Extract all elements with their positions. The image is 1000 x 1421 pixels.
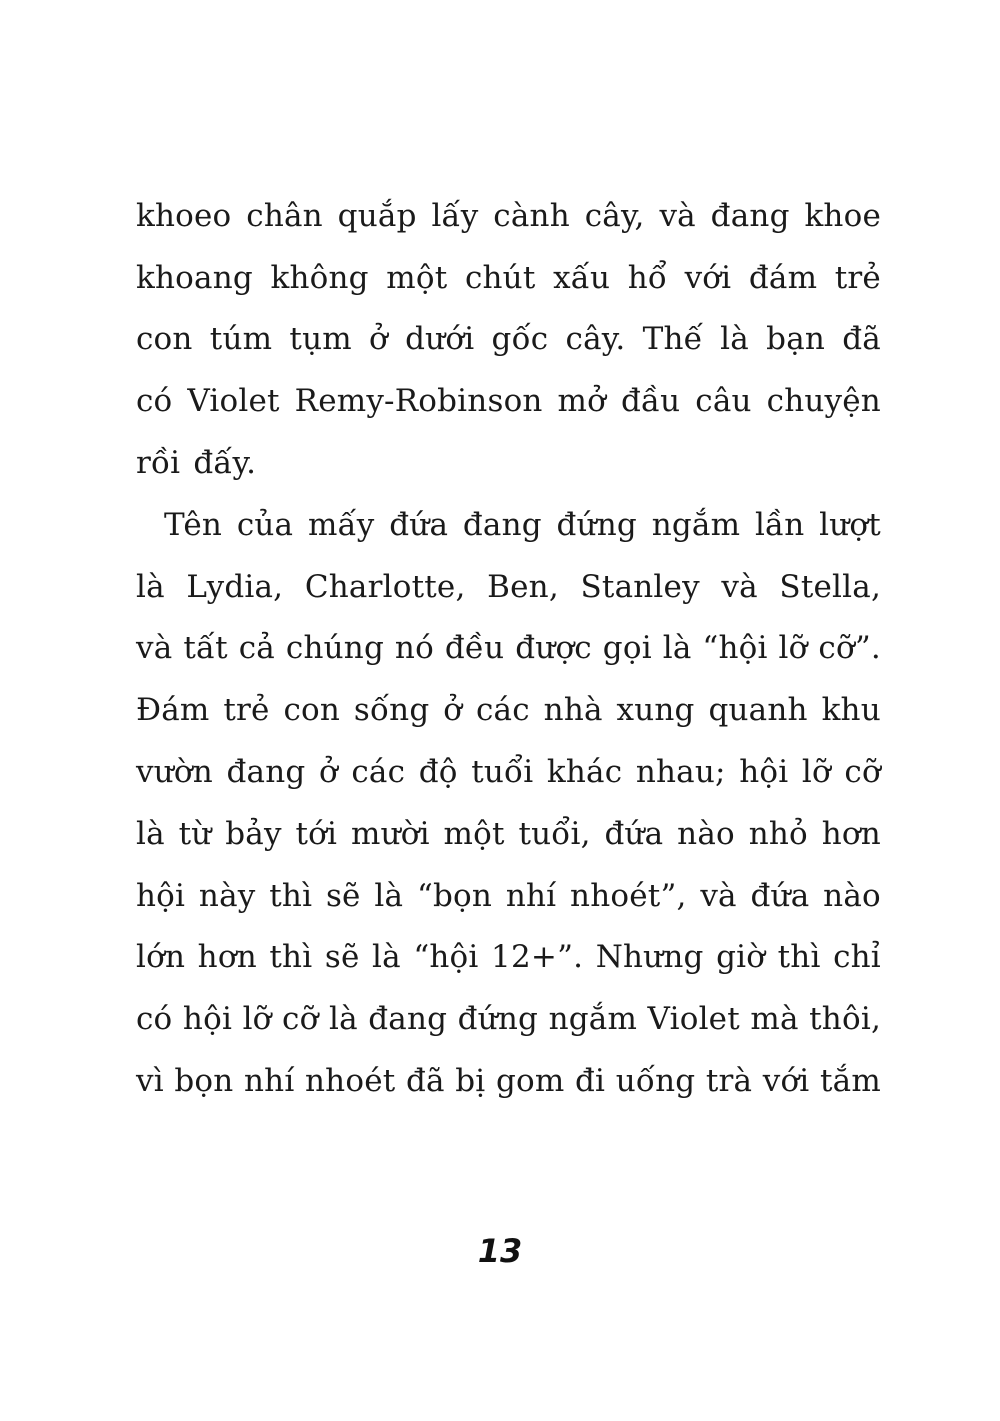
word: thì bbox=[269, 939, 313, 975]
word: hội bbox=[739, 754, 789, 790]
word: quanh bbox=[708, 692, 808, 728]
word: cỡ bbox=[844, 754, 881, 790]
word: uống bbox=[615, 1063, 696, 1099]
word: đứng bbox=[556, 507, 637, 543]
text-line bbox=[136, 557, 881, 617]
word: là bbox=[136, 816, 165, 852]
word: có bbox=[136, 1001, 173, 1037]
word: là bbox=[662, 630, 692, 666]
word: rồi bbox=[136, 445, 181, 481]
word: đầu bbox=[620, 383, 681, 419]
word: lỡ bbox=[242, 1001, 272, 1037]
word: và bbox=[136, 630, 173, 666]
word: là bbox=[720, 321, 749, 357]
word: khoeo bbox=[136, 198, 232, 234]
word: hổ bbox=[627, 260, 668, 296]
word: và bbox=[700, 878, 737, 914]
word: đang bbox=[710, 198, 790, 234]
word: ở bbox=[443, 692, 463, 728]
word: mấy bbox=[307, 507, 375, 543]
word: nhí bbox=[244, 1063, 295, 1099]
word: Remy-Robinson bbox=[294, 383, 543, 419]
word: đang bbox=[462, 507, 542, 543]
word: trà bbox=[705, 1063, 753, 1099]
word: đã bbox=[842, 321, 881, 357]
word: sẽ bbox=[324, 939, 360, 975]
text-line bbox=[136, 804, 881, 864]
word: mà bbox=[750, 1001, 799, 1037]
word: chút bbox=[464, 260, 536, 296]
word: khu bbox=[821, 692, 881, 728]
word: đám bbox=[748, 260, 818, 296]
word: lần bbox=[754, 507, 805, 543]
word: bọn bbox=[174, 1063, 234, 1099]
word: không bbox=[270, 260, 369, 296]
word: và bbox=[659, 198, 696, 234]
word: xấu bbox=[553, 260, 611, 296]
word: cây, bbox=[584, 198, 645, 234]
word: Violet bbox=[647, 1001, 740, 1037]
word: cây. bbox=[565, 321, 626, 357]
word: các bbox=[351, 754, 406, 790]
word: chuyện bbox=[766, 383, 881, 419]
word: là bbox=[372, 939, 401, 975]
word: “bọn bbox=[416, 878, 493, 914]
word: tất bbox=[183, 630, 228, 666]
word: mười bbox=[350, 816, 430, 852]
word: Stella, bbox=[779, 569, 881, 605]
word: gom bbox=[495, 1063, 565, 1099]
word: đấy. bbox=[193, 445, 257, 481]
word: bạn bbox=[766, 321, 826, 357]
word: một bbox=[443, 816, 505, 852]
word: bị bbox=[455, 1063, 486, 1099]
word: Stanley bbox=[580, 569, 700, 605]
word: Thế bbox=[642, 321, 703, 357]
word: bảy bbox=[225, 816, 282, 852]
text-line bbox=[136, 680, 881, 740]
word: nhoét bbox=[305, 1063, 396, 1099]
word: “hội bbox=[413, 939, 479, 975]
word: Lydia, bbox=[186, 569, 284, 605]
word: hội bbox=[136, 878, 186, 914]
word: là bbox=[374, 878, 404, 914]
word: đều bbox=[444, 630, 505, 666]
word: được bbox=[515, 630, 592, 666]
word: dưới bbox=[405, 321, 475, 357]
word: cành bbox=[493, 198, 570, 234]
word: con bbox=[136, 321, 193, 357]
word: thôi, bbox=[809, 1001, 881, 1037]
word: khoe bbox=[804, 198, 881, 234]
text-line bbox=[136, 1051, 881, 1111]
word: Violet bbox=[187, 383, 280, 419]
text-line bbox=[136, 309, 881, 369]
text-line bbox=[136, 186, 881, 246]
word: tuổi bbox=[471, 754, 534, 790]
word: đứng bbox=[457, 1001, 539, 1037]
word: sẽ bbox=[325, 878, 361, 914]
word: sống bbox=[353, 692, 430, 728]
word: đứa bbox=[604, 816, 664, 852]
word: khác bbox=[546, 754, 623, 790]
word: gọi bbox=[602, 630, 652, 666]
word: nó bbox=[394, 630, 434, 666]
word: đang bbox=[226, 754, 306, 790]
word: hơn bbox=[821, 816, 881, 852]
word: tụm bbox=[289, 321, 352, 357]
word: là bbox=[328, 1001, 358, 1037]
word: tới bbox=[295, 816, 338, 852]
word: cỡ”. bbox=[818, 630, 881, 666]
word: nhà bbox=[543, 692, 603, 728]
word: và bbox=[721, 569, 758, 605]
word: nhau; bbox=[635, 754, 726, 790]
word: độ bbox=[418, 754, 458, 790]
text-line bbox=[136, 371, 881, 431]
word: khoang bbox=[136, 260, 253, 296]
word: cả bbox=[238, 630, 275, 666]
word: vườn bbox=[136, 754, 213, 790]
word: túm bbox=[209, 321, 273, 357]
word: nhí bbox=[505, 878, 557, 914]
word: hội bbox=[182, 1001, 233, 1037]
word: ở bbox=[369, 321, 388, 357]
word: con bbox=[283, 692, 341, 728]
word: Đám bbox=[136, 692, 210, 728]
page-number: 13 bbox=[477, 1232, 523, 1270]
word: nhỏ bbox=[748, 816, 808, 852]
word: Ben, bbox=[487, 569, 559, 605]
text-line bbox=[136, 248, 881, 308]
word: nào bbox=[677, 816, 735, 852]
word: mở bbox=[557, 383, 606, 419]
word: trẻ bbox=[834, 260, 881, 296]
text-line bbox=[136, 742, 881, 802]
word: lỡ bbox=[778, 630, 808, 666]
word: là bbox=[136, 569, 165, 605]
word: tuổi, bbox=[518, 816, 591, 852]
word: lấy bbox=[431, 198, 479, 234]
word: quắp bbox=[337, 198, 417, 234]
text-line bbox=[136, 927, 881, 987]
word: đang bbox=[368, 1001, 448, 1037]
word: nhoét”, bbox=[570, 878, 687, 914]
word: vì bbox=[136, 1063, 164, 1099]
word: Nhưng bbox=[595, 939, 704, 975]
word: Charlotte, bbox=[304, 569, 466, 605]
text-line bbox=[136, 989, 881, 1049]
word: 12+”. bbox=[491, 939, 584, 975]
word: giờ bbox=[716, 939, 766, 975]
word: câu bbox=[695, 383, 752, 419]
word: lượt bbox=[819, 507, 881, 543]
word: đứa bbox=[389, 507, 449, 543]
word: chỉ bbox=[833, 939, 881, 975]
word: này bbox=[198, 878, 256, 914]
word: với bbox=[762, 1063, 810, 1099]
word: đã bbox=[405, 1063, 445, 1099]
word: ngắm bbox=[548, 1001, 638, 1037]
word: với bbox=[684, 260, 732, 296]
word: thì bbox=[269, 878, 313, 914]
word: nào bbox=[823, 878, 881, 914]
word: đi bbox=[575, 1063, 606, 1099]
word: một bbox=[386, 260, 448, 296]
word: có bbox=[136, 383, 173, 419]
word: chúng bbox=[285, 630, 384, 666]
word: các bbox=[476, 692, 530, 728]
word: gốc bbox=[491, 321, 549, 357]
word: từ bbox=[178, 816, 212, 852]
text-line bbox=[136, 495, 881, 555]
word: trẻ bbox=[223, 692, 270, 728]
word: tắm bbox=[819, 1063, 881, 1099]
word: lỡ bbox=[801, 754, 831, 790]
text-line bbox=[136, 618, 881, 678]
word: hơn bbox=[197, 939, 257, 975]
word: chân bbox=[246, 198, 323, 234]
word: cỡ bbox=[282, 1001, 319, 1037]
word: “hội bbox=[702, 630, 768, 666]
word: đứa bbox=[750, 878, 810, 914]
word: ở bbox=[318, 754, 338, 790]
word: lớn bbox=[136, 939, 186, 975]
word: ngắm bbox=[651, 507, 741, 543]
word: thì bbox=[777, 939, 821, 975]
word: xung bbox=[616, 692, 695, 728]
text-line bbox=[136, 433, 881, 493]
word: Tên bbox=[164, 507, 223, 543]
word: của bbox=[236, 507, 294, 543]
text-line bbox=[136, 866, 881, 926]
